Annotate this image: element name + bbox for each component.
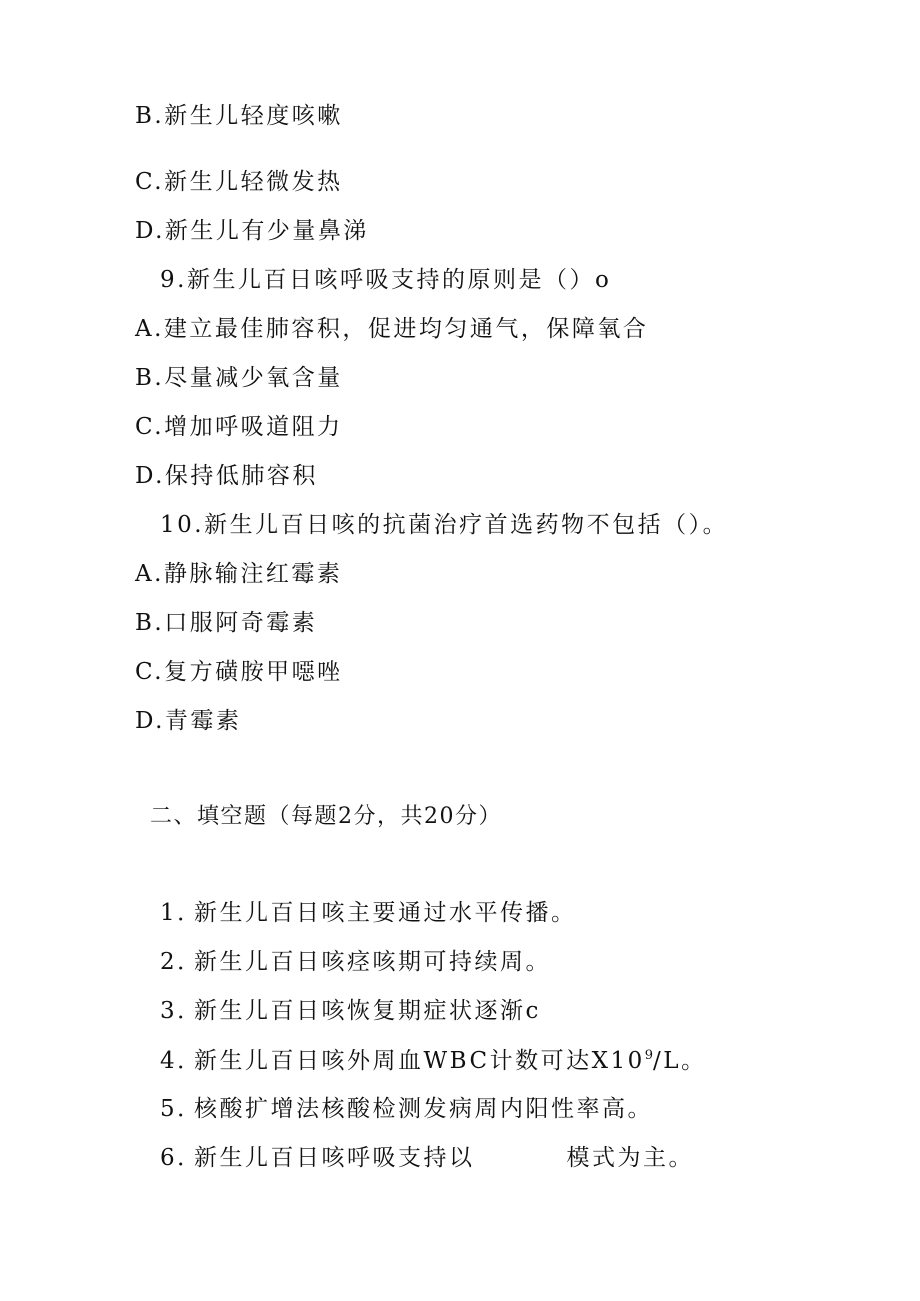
q10-stem: 10.新生儿百日咳的抗菌治疗首选药物不包括（）。 xyxy=(160,512,729,538)
fill-item-2 xyxy=(160,951,551,974)
q9-option-b: B.尽量减少氧含量 xyxy=(135,365,343,391)
q9-option-c: C.增加呼吸道阻力 xyxy=(135,414,343,440)
fill-item-text-post: /L。 xyxy=(653,1048,707,1074)
section-2-title: 二、填空题（每题2分，共20分） xyxy=(150,804,502,829)
fill-item-text-post: 模式为主。 xyxy=(566,1145,694,1171)
fill-item-4 xyxy=(160,1049,707,1073)
q8-option-d: D.新生儿有少量鼻涕 xyxy=(135,218,369,244)
fill-item-number: 4． xyxy=(160,1048,203,1074)
fill-item-text: 新生儿百日咳恢复期症状逐渐c xyxy=(194,998,541,1024)
fill-item-1 xyxy=(160,902,577,925)
fill-item-text: 新生儿百日咳痉咳期可持续周。 xyxy=(194,949,551,975)
fill-item-superscript: 9 xyxy=(644,1048,653,1063)
q8-option-c: C.新生儿轻微发热 xyxy=(135,169,343,195)
q10-option-a: A.静脉输注红霉素 xyxy=(135,561,343,587)
fill-item-text: 新生儿百日咳主要通过水平传播。 xyxy=(194,900,577,926)
q9-option-a: A.建立最佳肺容积，促进均匀通气，保障氧合 xyxy=(135,316,649,342)
fill-item-number: 1． xyxy=(160,900,203,926)
fill-item-6 xyxy=(160,1147,694,1170)
fill-item-text: 核酸扩增法核酸检测发病周内阳性率高。 xyxy=(194,1096,653,1122)
fill-item-number: 3． xyxy=(160,998,203,1024)
q10-option-b: B.口服阿奇霉素 xyxy=(135,610,318,636)
fill-item-5 xyxy=(160,1098,653,1121)
q10-option-c: C.复方磺胺甲噁唑 xyxy=(135,659,343,685)
fill-item-number: 2． xyxy=(160,949,203,975)
fill-item-text-pre: 新生儿百日咳呼吸支持以 xyxy=(194,1145,475,1171)
fill-item-number: 5． xyxy=(160,1096,203,1122)
q8-option-b: B.新生儿轻度咳嗽 xyxy=(135,103,343,129)
fill-item-text-pre: 新生儿百日咳外周血WBC计数可达X10 xyxy=(194,1048,645,1074)
q10-option-d: D.青霉素 xyxy=(135,708,242,734)
fill-item-number: 6． xyxy=(160,1145,203,1171)
fill-item-3 xyxy=(160,1000,541,1023)
q9-stem: 9.新生儿百日咳呼吸支持的原则是（）o xyxy=(160,267,612,293)
q9-option-d: D.保持低肺容积 xyxy=(135,463,318,489)
